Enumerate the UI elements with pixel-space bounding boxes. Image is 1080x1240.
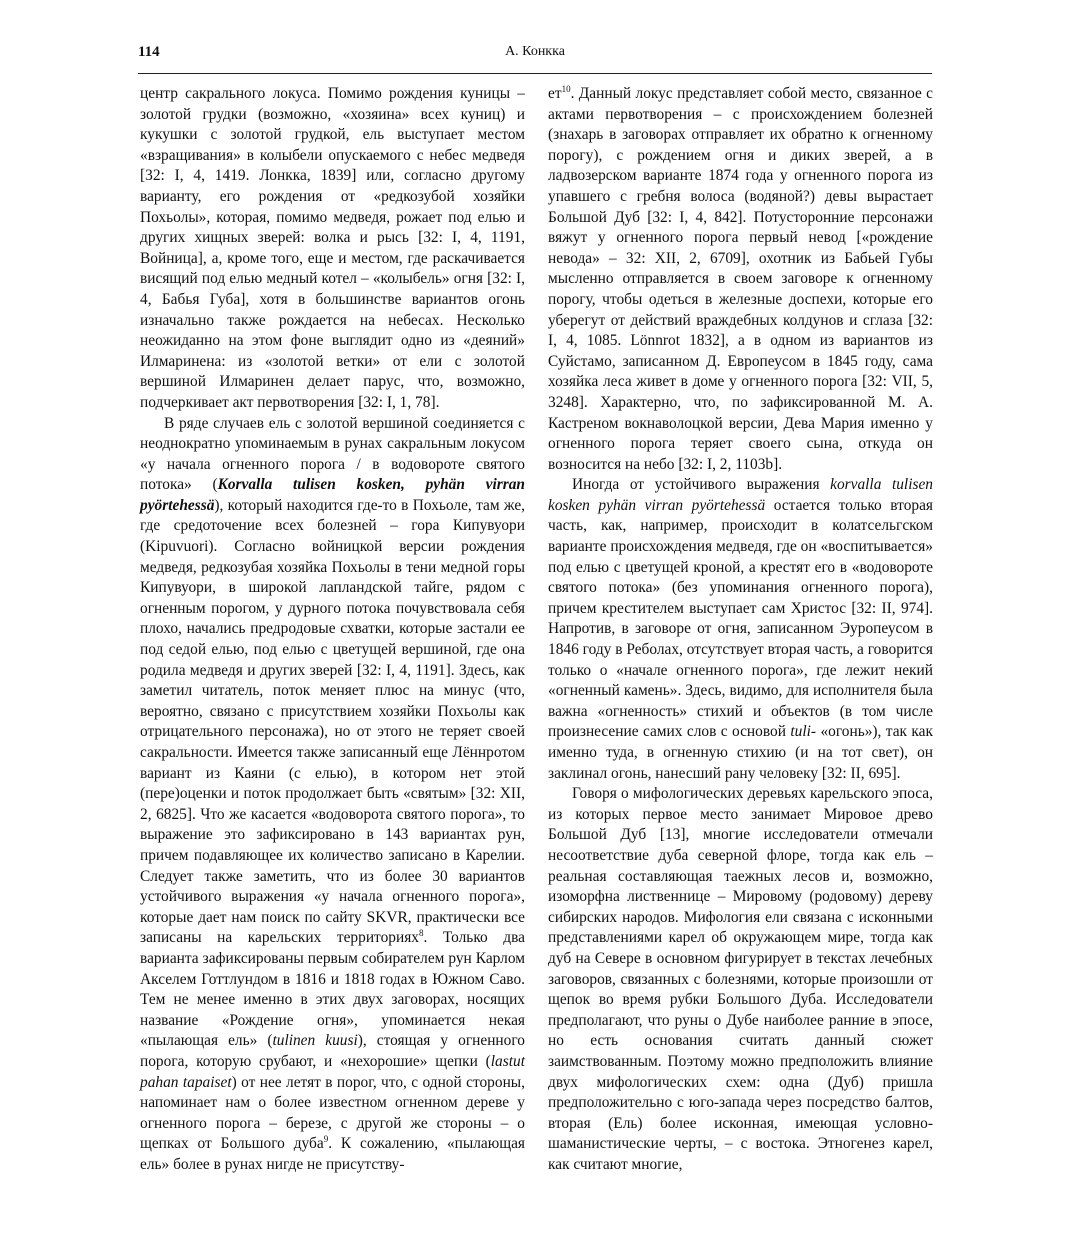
paragraph: центр сакрального локуса. Помимо рождения куницы – золотой грудки (возможно, «хозяина» всех куниц) и кукушки с золотой грудкой, ель выступает местом «взращивания» в колыбели опускаемого с небес медведя [32: I, 4, 1419. Лонкка, 1839] или, согласно другому варианту, его рождения от «редкозубой хозяйки Похьолы», которая, помимо медведя, рожает под елью и других хищных зверей: волка и рысь [32: I, 4, 1191, Войница], а, кроме того, еще и местом, где раскачивается висящий под елью медный котел – «колыбель» огня [32: I, 4, Бабья Губа], хотя в большинстве вариантов огонь изначально также рождается на небесах. Несколько неожиданно на этом фоне выглядит одно из «деяний» Илмаринена: из «золотой ветки» от ели с золотой вершиной Илмаринен делает парус, что, возможно, подчеркивает акт первотворения [32: I, 1, 78].: [140, 85, 525, 411]
paragraph: $ет^{10}$. Данный локус представляет собой место, связанное с актами первотворения – с происхождением болезней (знахарь в заговорах отправляет их обратно к огненному порогу), с рождением огня и диких зверей, а в ладвозерском варианте 1874 года у огненного порога из упавшего с гребня волоса (водяной?) девы вырастает Большой Дуб [32: I, 4, 842]. Потусторонние персонажи вяжут у огненного порога первый невод [«рождение невода» – 32: XII, 2, 6709], охотник из Бабьей Губы мысленно отправляется в своем заговоре к огненному порогу, чтобы одеться в железные доспехи, которые его уберегут от действий враждебных колдунов и сглаза [32: I, 4, 1085. Lönnrot 1832], а в одном из вариантов из Суйстамо, записанном Д. Европеусом в 1845 году, сама хозяйка леса живет в доме у огненного порога [32: VII, 5, 3248]. Характерно, что, по зафиксированной М. А. Кастреном вокнаволоцкой версии, Дева Мария именно у огненного порога теряет своего сына, откуда он возносится на небо [32: I, 2, 1103b].: [548, 84, 933, 473]
footnote-ref: 10: [561, 84, 571, 94]
page-number: 114: [138, 44, 160, 60]
finnish-term: lastut pahan tapaiset: [140, 1052, 525, 1091]
left-column: [140, 84, 525, 1175]
paragraph: Иногда от устойчивого выражения korvalla tulisen kosken pyhän virran pyörtehessä остается только вторая часть, как, например, происходит в колатсельгском варианте происхождения медведя, где он «воспитывается» под елью с цветущей кроной, а крестят его в «водовороте святого потока» (без упоминания огненного порога), причем крестителем выступает сам Христос [32: II, 974]. Напротив, в заговоре от огня, записанном Эуропеусом в 1846 году в Реболах, отсутствует вторая часть, а говорится только о «начале огненного порога», где лежит некий «огненный камень». Здесь, видимо, для исполнителя была важна «огненность» стихий и объектов (в том числе произнесение самих слов с основой tuli- «огонь»), так как именно туда, в огненную стихию (и на тот свет), он заклинал огонь, нанесший рану человеку [32: II, 695].: [548, 476, 934, 782]
header-rule: [138, 73, 932, 74]
finnish-quote: Korvalla tulisen kosken, pyhän virran pyörtehessä: [140, 476, 525, 514]
paragraph: В ряде случаев ель с золотой вершиной соединяется с неоднократно упоминаемым в рунах сакральным локусом «у начала огненного порога / в водовороте святого потока» (Korvalla tulisen kosken, pyhän virran pyörtehessä), который находится где-то в Похьоле, там же, где средоточение всех болезней – гора Кипувуори (Kipuvuori). Согласно войницкой версии рождения медведя, редкозубая хозяйка Похьолы в тени медной горы Кипувуори, в широкой лапландской тайге, рядом с огненным порогом, у дурного потока почувствовала себя плохо, начались предродовые схватки, которые застали ее под седой елью, под елью с цветущей вершиной, где она родила медведя и других зверей [32: I, 4, 1191]. Здесь, как заметил читатель, поток меняет плюс на минус (что, вероятно, связано с присутствием хозяйки Похьолы как отрицательного персонажа), но от этого не теряет своей сакральности. Имеется также записанный еще Лённротом вариант из Каяни (с елью), в котором нет этой (пере)оценки и поток продолжает быть «святым» [32: XII, 2, 6825]. Что же касается «водоворота святого порога», то выражение это зафиксировано в 143 вариантах рун, причем подавляющее их количество записано в Карелии. Следует также заметить, что из более 30 вариантов устойчивого выражения «у начала огненного порога», которые дает нам поиск по сайту SKVR, практически все записаны на карельских территориях$^8$. Только два варианта зафиксированы первым собирателем рун Карлом Акселем Готтлундом в 1816 и 1818 годах в Южном Саво. Тем не менее именно в этих двух заговорах, носящих название «Рождение огня», упоминается некая «пылающая ель» (tulinen kuusi), стоящая у огненного порога, которую срубают, и «нехорошие» щепки (lastut pahan tapaiset) от нее летят в порог, что, с одной стороны, напоминает нам о более известном огненном дереве у огненного порога – березе, с другой же стороны – о щепках от Большого дуба$^9$. К сожалению, «пылающая ель» более в рунах нигде не присутству-: [140, 414, 525, 1173]
paragraph: Говоря о мифологических деревьях карельского эпоса, из которых первое место занимает Мировое древо Большой Дуб [13], многие исследователи отмечали несоответствие дуба северной флоре, тогда как ель – реальная составляющая таежных лесов и, возможно, изоморфна лиственнице – Мировому (родовому) дереву сибирских народов. Мифология ели связана с исконными представлениями карел об окружающем мире, тогда как дуб на Севере в основном фигурирует в текстах лечебных заговоров, связанных с болезнями, которые произошли от щепок во время рубки Большого Дуба. Исследователи предполагают, что руны о Дубе наиболее ранние в эпосе, но есть основания считать данный сюжет заимствованным. Поэтому можно предположить влияние двух мифологических схем: одна (Дуб) пришла предположительно с юго-запада через посредство балтов, вторая (Ель) более исконная, имеющая условно-шаманистические черты, – с востока. Этногенез карел, как считают многие,: [548, 785, 933, 1173]
running-head: А. Конкка: [505, 44, 565, 59]
footnote-ref: 9: [323, 1134, 329, 1145]
right-column: [548, 84, 933, 1175]
finnish-quote: korvalla tulisen kosken pyhän virran pyörtehessä: [548, 476, 933, 514]
finnish-term: tuli-: [790, 723, 817, 741]
footnote-ref: 8: [418, 928, 424, 939]
page-header: [138, 44, 932, 70]
finnish-term: tulinen kuusi: [272, 1032, 358, 1050]
